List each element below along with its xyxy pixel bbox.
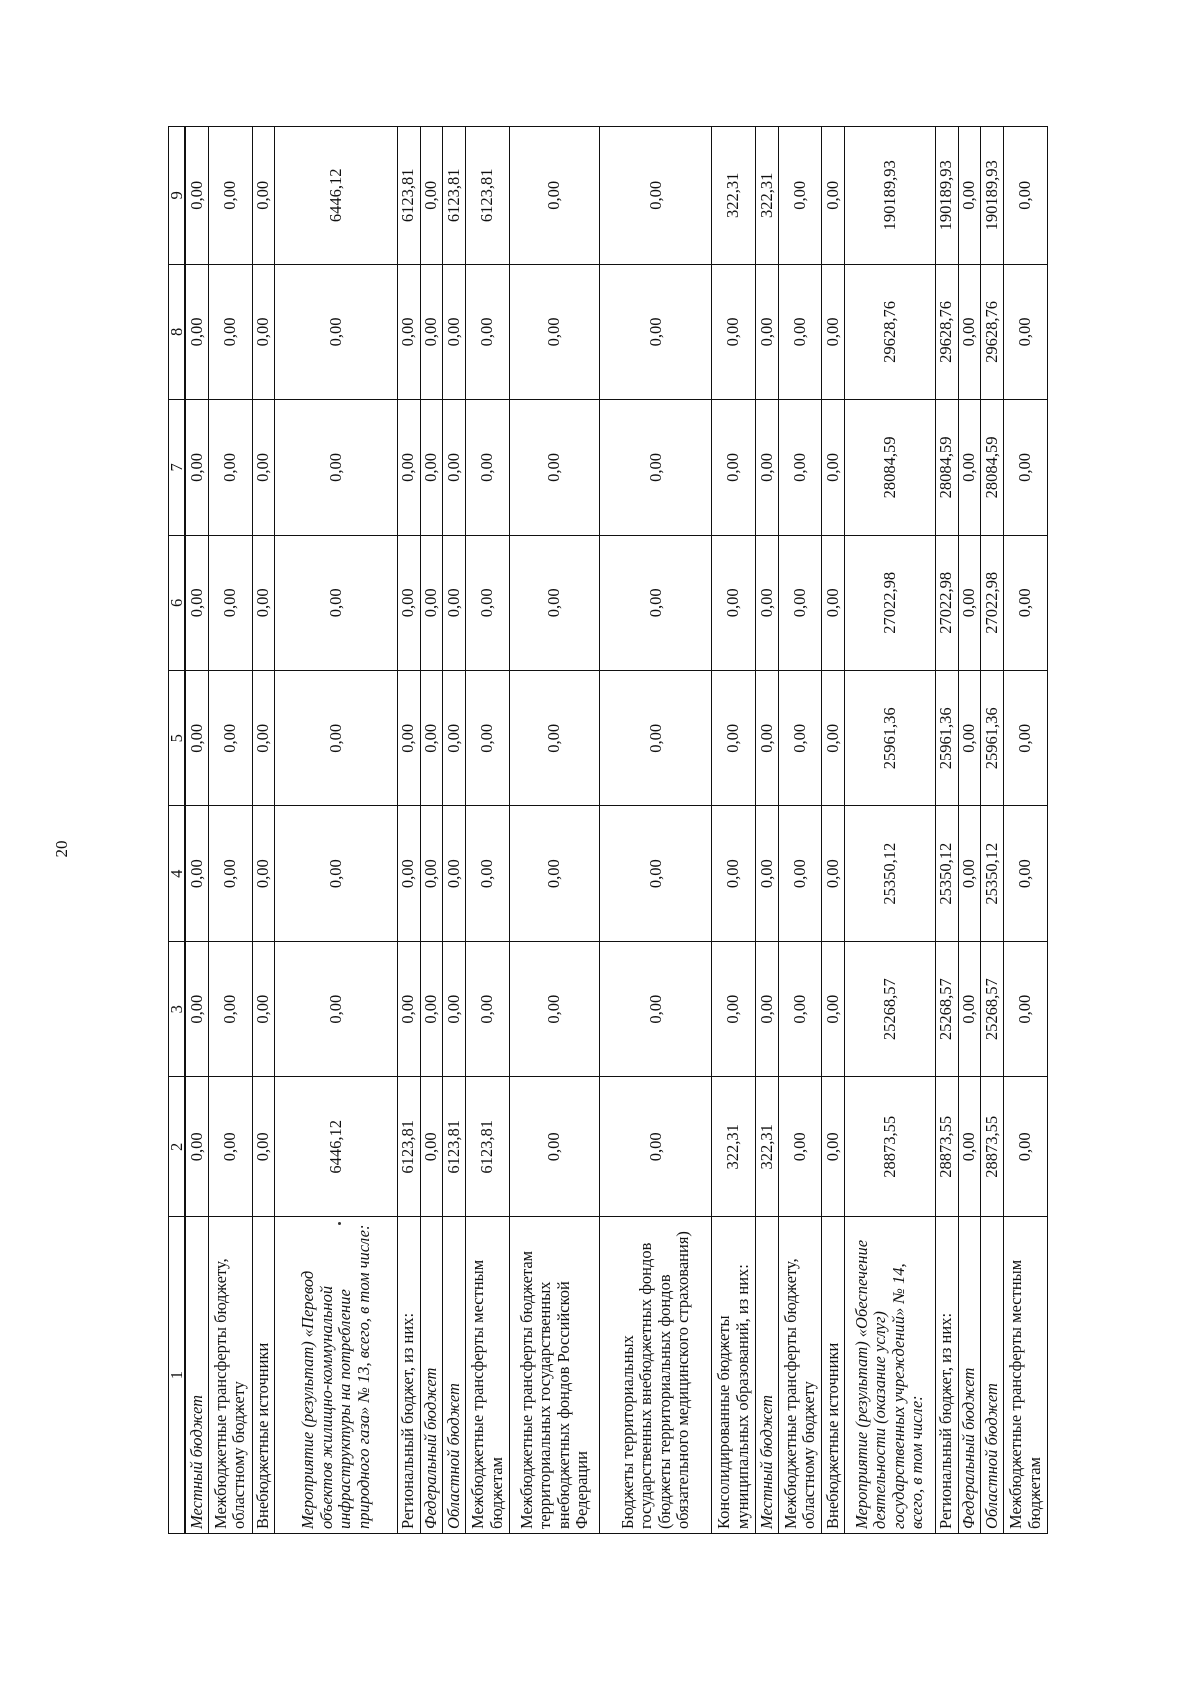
value-cell: 29628,76 [845,264,935,399]
value-cell: 0,00 [712,806,756,941]
column-number: 2 [169,1077,186,1217]
value-cell: 0,00 [397,941,420,1076]
row-label: Межбюджетные трансферты бюджетам территориальных государственных внебюджетных фондов Российской Федерации [509,1217,599,1534]
value-cell: 0,00 [208,127,252,265]
value-cell: 0,00 [755,535,778,670]
value-cell: 0,00 [600,941,712,1076]
value-cell: 6446,12 [275,127,397,265]
value-cell: 25350,12 [845,806,935,941]
value-cell: 0,00 [822,671,845,806]
value-cell: 190189,93 [981,127,1004,265]
row-label: Мероприятие (результат) «Перевод объектов жилищно-коммунальной инфраструктуры на потребление природного газа» № 13, всего, в том числе: [275,1217,397,1534]
value-cell: 0,00 [466,806,510,941]
value-cell: 25961,36 [981,671,1004,806]
value-cell: 0,00 [509,264,599,399]
table-row [397,127,420,1534]
value-cell: 0,00 [509,1077,599,1217]
value-cell: 0,00 [600,264,712,399]
value-cell: 0,00 [397,806,420,941]
row-label: Межбюджетные трансферты бюджету, областному бюджету [208,1217,252,1534]
table-row [845,127,935,1534]
column-number-row [169,127,186,1534]
value-cell: 0,00 [712,941,756,1076]
column-number: 1 [169,1217,186,1534]
value-cell: 0,00 [822,806,845,941]
value-cell: 0,00 [420,806,443,941]
value-cell: 0,00 [185,400,208,535]
value-cell: 0,00 [712,671,756,806]
value-cell: 25961,36 [935,671,958,806]
row-label: Местный бюджет [185,1217,208,1534]
row-label: Мероприятие (результат) «Обеспечение деятельности (оказание услуг) государственных учреждений» № 14, всего, в том числе: [845,1217,935,1534]
budget-table [168,126,1048,1534]
value-cell: 29628,76 [935,264,958,399]
value-cell: 0,00 [420,127,443,265]
value-cell: 0,00 [600,806,712,941]
value-cell: 0,00 [185,806,208,941]
value-cell: 0,00 [420,671,443,806]
value-cell: 0,00 [420,1077,443,1217]
value-cell: 6123,81 [397,127,420,265]
value-cell: 0,00 [397,535,420,670]
row-label: Межбюджетные трансферты бюджету, областному бюджету [778,1217,822,1534]
table-row [275,127,397,1534]
value-cell: 322,31 [712,127,756,265]
value-cell: 0,00 [252,1077,275,1217]
value-cell: 0,00 [1004,264,1048,399]
value-cell: 0,00 [420,941,443,1076]
table-row [822,127,845,1534]
table-row [1004,127,1048,1534]
row-label: Региональный бюджет, из них: [935,1217,958,1534]
value-cell: 27022,98 [981,535,1004,670]
table-row [981,127,1004,1534]
page-number: 20 [52,840,71,858]
value-cell: 0,00 [466,400,510,535]
value-cell: 0,00 [600,535,712,670]
value-cell: 0,00 [1004,400,1048,535]
value-cell: 0,00 [466,264,510,399]
value-cell: 0,00 [208,941,252,1076]
value-cell: 0,00 [443,400,466,535]
table-row [509,127,599,1534]
value-cell: 0,00 [208,400,252,535]
value-cell: 6123,81 [443,1077,466,1217]
value-cell: 0,00 [275,941,397,1076]
value-cell: 0,00 [208,806,252,941]
value-cell: 25350,12 [935,806,958,941]
table-body [185,127,1048,1534]
value-cell: 0,00 [185,127,208,265]
value-cell: 28084,59 [935,400,958,535]
table-row [712,127,756,1534]
value-cell: 0,00 [755,671,778,806]
value-cell: 0,00 [822,400,845,535]
value-cell: 0,00 [778,1077,822,1217]
value-cell: 0,00 [822,535,845,670]
value-cell: 28873,55 [845,1077,935,1217]
row-label: Внебюджетные источники [252,1217,275,1534]
value-cell: 0,00 [275,264,397,399]
value-cell: 0,00 [443,264,466,399]
value-cell: 0,00 [443,671,466,806]
table-row [185,127,208,1534]
value-cell: 6123,81 [443,127,466,265]
value-cell: 0,00 [1004,127,1048,265]
value-cell: 25961,36 [845,671,935,806]
value-cell: 0,00 [275,806,397,941]
value-cell: 0,00 [509,806,599,941]
value-cell: 0,00 [397,264,420,399]
table-row [420,127,443,1534]
value-cell: 0,00 [712,400,756,535]
value-cell: 0,00 [443,941,466,1076]
budget-table-rotated [168,126,1048,1534]
value-cell: 29628,76 [981,264,1004,399]
value-cell: 0,00 [397,400,420,535]
value-cell: 0,00 [1004,535,1048,670]
table-row [443,127,466,1534]
value-cell: 28084,59 [981,400,1004,535]
value-cell: 0,00 [466,535,510,670]
value-cell: 0,00 [466,671,510,806]
value-cell: 0,00 [275,535,397,670]
table-row [958,127,981,1534]
value-cell: 0,00 [822,941,845,1076]
row-label: Консолидированные бюджеты муниципальных образований, из них: [712,1217,756,1534]
value-cell: 322,31 [712,1077,756,1217]
table-row [208,127,252,1534]
table-row [778,127,822,1534]
value-cell: 0,00 [958,264,981,399]
row-label: Областной бюджет [443,1217,466,1534]
table-row [755,127,778,1534]
value-cell: 0,00 [958,806,981,941]
value-cell: 0,00 [712,264,756,399]
value-cell: 0,00 [778,535,822,670]
row-label: Межбюджетные трансферты местным бюджетам [1004,1217,1048,1534]
value-cell: 0,00 [778,671,822,806]
value-cell: 0,00 [275,400,397,535]
row-label: Региональный бюджет, из них: [397,1217,420,1534]
row-label: Федеральный бюджет [420,1217,443,1534]
column-number: 3 [169,941,186,1076]
value-cell: 25350,12 [981,806,1004,941]
value-cell: 0,00 [252,535,275,670]
value-cell: 0,00 [420,535,443,670]
value-cell: 0,00 [509,400,599,535]
value-cell: 0,00 [1004,941,1048,1076]
value-cell: 0,00 [958,400,981,535]
column-number: 5 [169,671,186,806]
value-cell: 0,00 [600,1077,712,1217]
table-row [935,127,958,1534]
value-cell: 0,00 [600,671,712,806]
value-cell: 0,00 [778,806,822,941]
value-cell: 0,00 [712,535,756,670]
value-cell: 0,00 [600,127,712,265]
value-cell: 0,00 [252,671,275,806]
value-cell: 0,00 [755,400,778,535]
value-cell: 27022,98 [935,535,958,670]
value-cell: 0,00 [755,806,778,941]
value-cell: 0,00 [252,127,275,265]
value-cell: 0,00 [185,264,208,399]
value-cell: 0,00 [252,400,275,535]
value-cell: 6446,12 [275,1077,397,1217]
value-cell: 0,00 [185,1077,208,1217]
value-cell: 0,00 [252,806,275,941]
value-cell: 25268,57 [981,941,1004,1076]
value-cell: 0,00 [958,941,981,1076]
value-cell: 322,31 [755,127,778,265]
value-cell: 0,00 [958,671,981,806]
value-cell: 0,00 [509,127,599,265]
value-cell: 27022,98 [845,535,935,670]
value-cell: 0,00 [958,535,981,670]
value-cell: 25268,57 [845,941,935,1076]
value-cell: 25268,57 [935,941,958,1076]
value-cell: 0,00 [822,264,845,399]
row-label: Федеральный бюджет [958,1217,981,1534]
column-number: 9 [169,127,186,265]
value-cell: 0,00 [778,400,822,535]
value-cell: 28873,55 [935,1077,958,1217]
value-cell: 190189,93 [935,127,958,265]
value-cell: 0,00 [958,127,981,265]
value-cell: 0,00 [208,264,252,399]
table-row [466,127,510,1534]
value-cell: 322,31 [755,1077,778,1217]
value-cell: 0,00 [755,264,778,399]
value-cell: 0,00 [275,671,397,806]
value-cell: 0,00 [1004,806,1048,941]
value-cell: 0,00 [778,941,822,1076]
value-cell: 0,00 [252,941,275,1076]
value-cell: 0,00 [443,806,466,941]
value-cell: 6123,81 [466,127,510,265]
value-cell: 0,00 [958,1077,981,1217]
value-cell: 0,00 [509,941,599,1076]
value-cell: 28873,55 [981,1077,1004,1217]
value-cell: 0,00 [420,400,443,535]
value-cell: 0,00 [600,400,712,535]
row-label: Внебюджетные источники [822,1217,845,1534]
value-cell: 0,00 [755,941,778,1076]
value-cell: 0,00 [185,941,208,1076]
column-number: 8 [169,264,186,399]
value-cell: 0,00 [1004,671,1048,806]
value-cell: 0,00 [822,127,845,265]
value-cell: 6123,81 [397,1077,420,1217]
value-cell: 0,00 [208,1077,252,1217]
row-label: Бюджеты территориальных государственных внебюджетных фондов (бюджеты территориальных фондов обязательного медицинского страхования) [600,1217,712,1534]
value-cell: 0,00 [466,941,510,1076]
value-cell: 0,00 [185,671,208,806]
value-cell: 0,00 [778,127,822,265]
row-label: Областной бюджет [981,1217,1004,1534]
value-cell: 0,00 [822,1077,845,1217]
value-cell: 0,00 [185,535,208,670]
value-cell: 0,00 [252,264,275,399]
value-cell: 0,00 [778,264,822,399]
value-cell: 0,00 [443,535,466,670]
value-cell: 0,00 [509,671,599,806]
value-cell: 28084,59 [845,400,935,535]
value-cell: 190189,93 [845,127,935,265]
value-cell: 0,00 [208,671,252,806]
column-number: 4 [169,806,186,941]
row-label: Местный бюджет [755,1217,778,1534]
table-row [252,127,275,1534]
value-cell: 6123,81 [466,1077,510,1217]
value-cell: 0,00 [397,671,420,806]
value-cell: 0,00 [420,264,443,399]
value-cell: 0,00 [1004,1077,1048,1217]
row-label: Межбюджетные трансферты местным бюджетам [466,1217,510,1534]
column-number: 7 [169,400,186,535]
value-cell: 0,00 [208,535,252,670]
value-cell: 0,00 [509,535,599,670]
table-row [600,127,712,1534]
column-number: 6 [169,535,186,670]
